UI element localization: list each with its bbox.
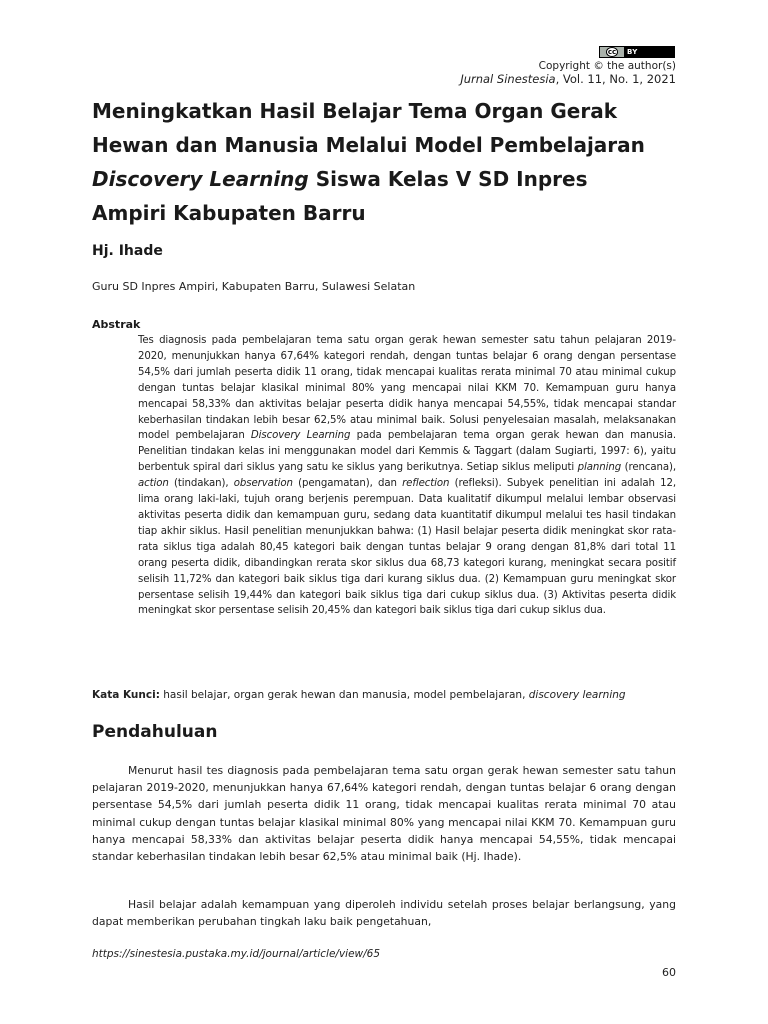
footer-url-link[interactable]: https://sinestesia.pustaka.my.id/journal/article/view/65 (92, 948, 381, 960)
author-name: Hj. Ihade (92, 243, 163, 259)
abstract-body: Tes diagnosis pada pembelajaran tema satu organ gerak hewan semester satu tahun pelajaran 2019-2020, menunjukkan hanya 67,64% kategori rendah, dengan tuntas belajar 6 orang dengan persentase 54,5% dari jumlah peserta didik 11 orang, tidak mencapai kualitas rerata minimal 70 atau minimal cukup dengan tuntas belajar klasikal minimal 80% yang mencapai nilai KKM 70. Kemampuan guru hanya mencapai 58,33% dan aktivitas belajar peserta didik hanya mencapai 54,55%, tidak mencapai standar keberhasilan tindakan lebih besar 62,5% atau minimal baik. Solusi penyelesaian masalah, melaksanakan model pembelajaran Discovery Learning pada pembelajaran tema organ gerak hewan dan manusia. Penelitian tindakan kelas ini menggunakan model dari Kemmis & Taggart (dalam Sugiarti, 1997: 6), yaitu berbentuk spiral dari siklus yang satu ke siklus yang berikutnya. Setiap siklus meliputi planning (rencana), action (tindakan), observation (pengamatan), dan reflection (refleksi). Subyek penelitian ini adalah 12, lima orang laki-laki, tujuh orang berjenis perempuan. Data kualitatif dikumpul melalui lembar observasi aktivitas peserta didik dan kemampuan guru, sedang data kuantitatif dikumpul melalui tes hasil tindakan tiap akhir siklus. Hasil penelitian menunjukkan bahwa: (1) Hasil belajar peserta didik meningkat skor rata-rata siklus tiga adalah 80,45 kategori baik dengan tuntas belajar 9 orang dengan 81,8% dari total 11 orang peserta didik, dibandingkan rerata skor siklus dua 68,73 kategori kurang, meningkat secara positif selisih 11,72% dan kategori baik siklus tiga dari kurang siklus dua. (2) Kemampuan guru meningkat skor persentase selisih 19,44% dan kategori baik siklus tiga dari cukup siklus dua. (3) Aktivitas peserta didik meningkat skor persentase selisih 20,45% dan kategori baik siklus tiga dari cukup siklus dua. (138, 335, 676, 617)
abstract-heading: Abstrak (92, 318, 141, 331)
paper-title: Meningkatkan Hasil Belajar Tema Organ Gerak Hewan dan Manusia Melalui Model Pembelajaran Discovery Learning Siswa Kelas V SD Inpres Ampiri Kabupaten Barru (92, 99, 645, 225)
cc-by-license-badge (599, 46, 675, 58)
section-heading-pendahuluan: Pendahuluan (92, 722, 218, 742)
journal-citation (460, 72, 676, 86)
cc-icon: cc (600, 47, 624, 57)
journal-name: Jurnal Sinestesia (460, 72, 556, 86)
page-number: 60 (662, 966, 676, 979)
journal-issue: , Vol. 11, No. 1, 2021 (555, 72, 676, 86)
author-affiliation: Guru SD Inpres Ampiri, Kabupaten Barru, Sulawesi Selatan (92, 280, 416, 293)
cc-license-label: BY (627, 48, 638, 56)
keywords-label: Kata Kunci: (92, 689, 160, 701)
copyright-notice: Copyright © the author(s) (538, 60, 676, 72)
keywords: Kata Kunci: hasil belajar, organ gerak hewan dan manusia, model pembelajaran, discovery learning (92, 689, 626, 701)
body-paragraph: Hasil belajar adalah kemampuan yang diperoleh individu setelah proses belajar berlangsung, yang dapat memberikan perubahan tingkah laku baik pengetahuan, (92, 898, 676, 929)
body-paragraph: Menurut hasil tes diagnosis pada pembelajaran tema satu organ gerak hewan semester satu tahun pelajaran 2019-2020, menunjukkan hanya 67,64% kategori rendah, dengan tuntas belajar 6 orang dengan persentase 54,5% dari jumlah peserta didik 11 orang, tidak mencapai kualitas rerata minimal 70 atau minimal cukup dengan tuntas belajar klasikal minimal 80% yang mencapai nilai KKM 70. Kemampuan guru hanya mencapai 58,33% dan aktivitas belajar peserta didik hanya mencapai 54,55%, tidak mencapai standar keberhasilan tindakan lebih besar 62,5% atau minimal baik (Hj. Ihade). (92, 764, 676, 864)
